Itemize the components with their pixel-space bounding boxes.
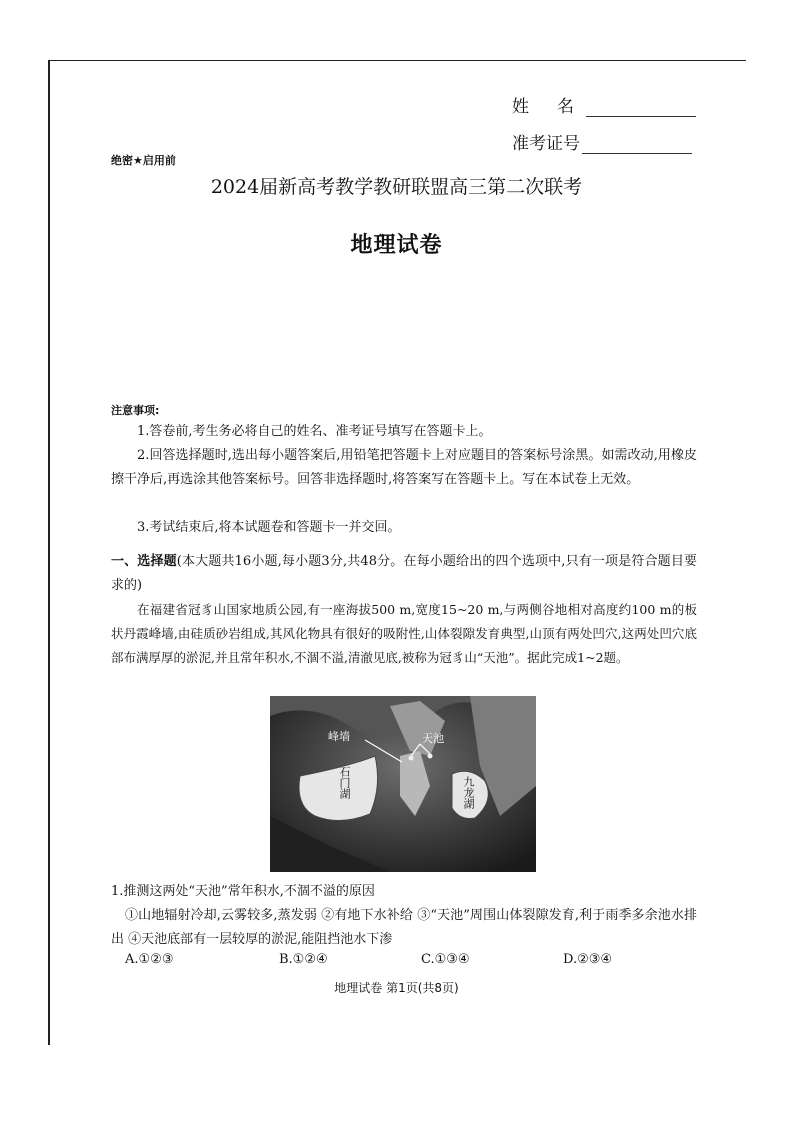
name-blank xyxy=(586,98,696,117)
name-label: 姓名 xyxy=(512,97,602,117)
notice-item-3: 3.考试结束后,将本试题卷和答题卡一并交回。 xyxy=(137,520,401,535)
exam-no-field xyxy=(512,129,692,154)
right-lake-label: 九龙湖 xyxy=(462,776,475,809)
section-title: 一、选择题 xyxy=(111,554,177,569)
subject-title: 地理试卷 xyxy=(350,233,443,258)
section-heading xyxy=(111,550,697,598)
option-b: B.①②④ xyxy=(279,952,328,967)
option-d: D.②③④ xyxy=(563,952,613,967)
section-instruction: (本大题共16小题,每小题3分,共48分。在每小题给出的四个选项中,只有一项是符合题目要求的) xyxy=(111,554,697,593)
question-1 xyxy=(111,880,697,952)
reading-passage: 在福建省冠豸山国家地质公园,有一座海拔500 m,宽度15~20 m,与两侧谷地相对高度约100 m的板状丹霞峰墙,由硅质砂岩组成,其风化物具有很好的吸附性,山体裂隙发育典型,山顶有两处凹穴,这两处凹穴底部布满厚厚的淤泥,并且常年积水,不涸不溢,清澈见底,被称为冠豸山“天池”。据此完成1~2题。 xyxy=(111,602,697,665)
exam-title: 2024届新高考教学教研联盟高三第二次联考 xyxy=(210,176,583,198)
left-lake-label: 石门湖 xyxy=(338,766,351,799)
page-footer: 地理试卷 第1页(共8页) xyxy=(334,981,459,995)
option-a: A.①②③ xyxy=(125,952,174,967)
notice-item-2: 2.回答选择题时,选出每小题答案后,用铅笔把答题卡上对应题目的答案标号涂黑。如需改动,用橡皮擦干净后,再选涂其他答案标号。回答非选择题时,将答案写在答题卡上。写在本试卷上无效。 xyxy=(111,448,697,487)
exam-no-blank xyxy=(582,135,692,154)
name-field xyxy=(512,92,696,117)
notice-heading: 注意事项: xyxy=(111,404,160,417)
terrain-illustration xyxy=(270,696,536,872)
question-1-stem: 1.推测这两处“天池”常年积水,不涸不溢的原因 xyxy=(111,884,375,899)
question-1-statements: ①山地辐射冷却,云雾较多,蒸发弱 ②有地下水补给 ③“天池”周围山体裂隙发育,利于雨季多余池水排出 ④天池底部有一层较厚的淤泥,能阻挡池水下渗 xyxy=(111,908,697,947)
wall-label: 峰墙 xyxy=(328,730,350,743)
terrain-photo xyxy=(270,696,536,872)
exam-no-label: 准考证号 xyxy=(512,134,580,154)
pool-label: 天池 xyxy=(422,732,444,745)
secret-label: 绝密★启用前 xyxy=(111,154,176,167)
notice-item-1: 1.答卷前,考生务必将自己的姓名、准考证号填写在答题卡上。 xyxy=(137,424,492,439)
option-c: C.①③④ xyxy=(421,952,470,967)
